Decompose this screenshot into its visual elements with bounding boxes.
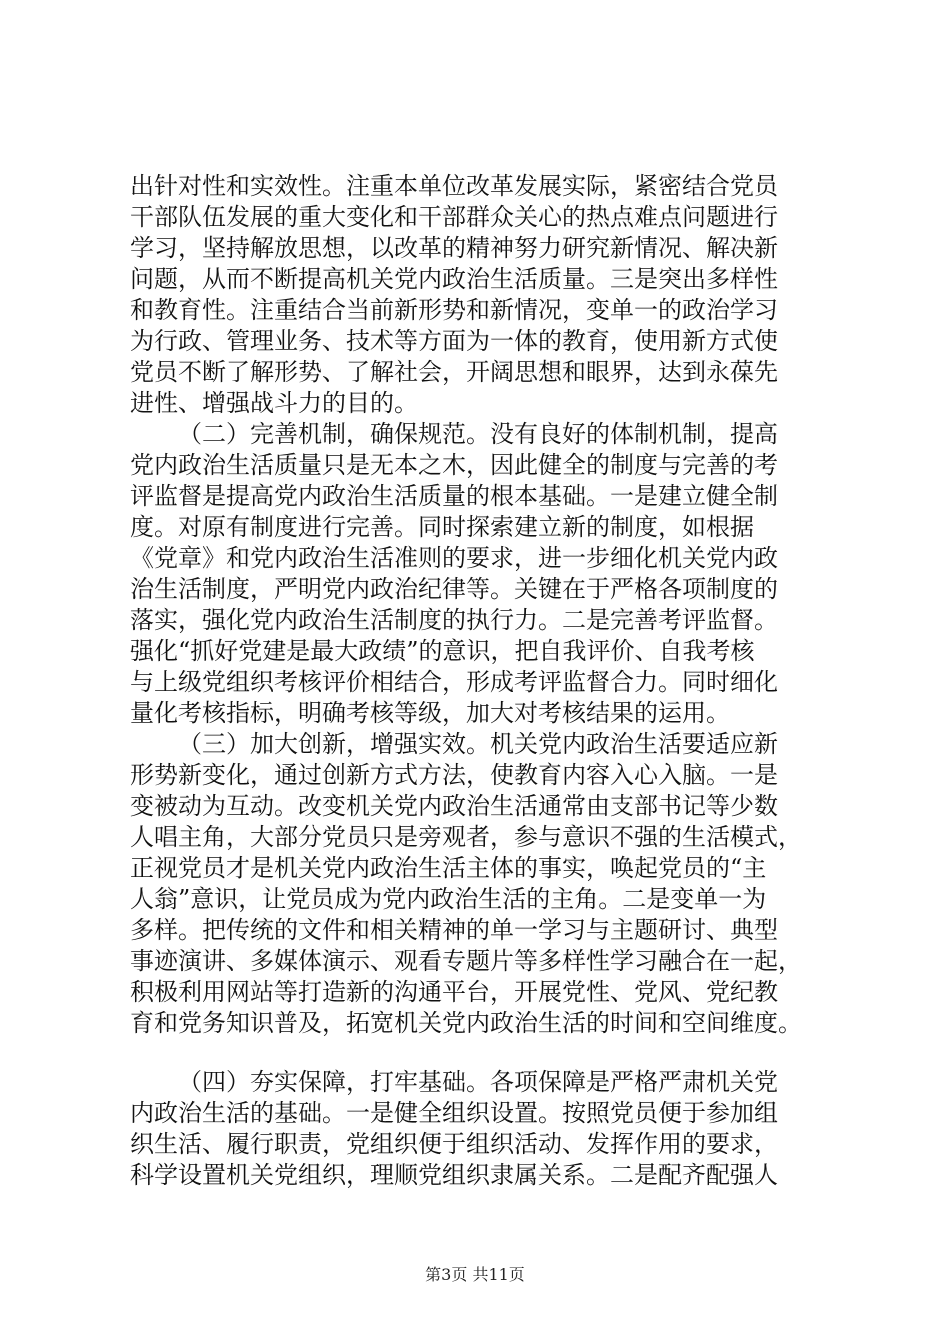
text-line: 问题，从而不断提高机关党内政治生活质量。三是突出多样性 — [130, 265, 778, 293]
text-line: 党员不断了解形势、了解社会，开阔思想和眼界，达到永葆先 — [130, 358, 778, 386]
text-line: 多样。把传统的文件和相关精神的单一学习与主题研讨、典型 — [130, 916, 778, 944]
text-line: 评监督是提高党内政治生活质量的根本基础。一是建立健全制 — [130, 482, 778, 510]
text-line: 学习，坚持解放思想，以改革的精神努力研究新情况、解决新 — [130, 234, 778, 262]
paragraph-gap — [130, 1039, 850, 1067]
section-heading-line: （三）加大创新，增强实效。机关党内政治生活要适应新 — [178, 730, 778, 758]
section-heading-line: （二）完善机制，确保规范。没有良好的体制机制，提高 — [178, 420, 778, 448]
section-heading-line: （四）夯实保障，打牢基础。各项保障是严格严肃机关党 — [178, 1068, 778, 1096]
text-line: 织生活、履行职责，党组织便于组织活动、发挥作用的要求， — [130, 1130, 778, 1158]
text-line: 强化“抓好党建是最大政绩”的意识，把自我评价、自我考核 — [130, 637, 755, 665]
text-line: 进性、增强战斗力的目的。 — [130, 389, 418, 417]
document-body — [130, 171, 850, 1191]
text-line: 干部队伍发展的重大变化和干部群众关心的热点难点问题进行 — [130, 203, 778, 231]
text-line: 与上级党组织考核评价相结合，形成考评监督合力。同时细化 — [130, 668, 778, 696]
text-line: 育和党务知识普及，拓宽机关党内政治生活的时间和空间维度。 — [130, 1009, 802, 1037]
text-line: 事迹演讲、多媒体演示、观看专题片等多样性学习融合在一起， — [130, 947, 802, 975]
text-line: 度。对原有制度进行完善。同时探索建立新的制度，如根据 — [130, 513, 754, 541]
text-line: 落实，强化党内政治生活制度的执行力。二是完善考评监督。 — [130, 606, 778, 634]
page-number-footer: 第3页 共11页 — [425, 1265, 525, 1284]
text-line: 《党章》和党内政治生活准则的要求，进一步细化机关党内政 — [130, 544, 778, 572]
text-line: 和教育性。注重结合当前新形势和新情况，变单一的政治学习 — [130, 296, 778, 324]
text-line: 治生活制度，严明党内政治纪律等。关键在于严格各项制度的 — [130, 575, 778, 603]
text-line: 正视党员才是机关党内政治生活主体的事实，唤起党员的“主 — [130, 854, 767, 882]
text-line: 党内政治生活质量只是无本之木，因此健全的制度与完善的考 — [130, 451, 778, 479]
text-line: 科学设置机关党组织，理顺党组织隶属关系。二是配齐配强人 — [130, 1161, 778, 1189]
text-line: 为行政、管理业务、技术等方面为一体的教育，使用新方式使 — [130, 327, 778, 355]
text-line: 量化考核指标，明确考核等级，加大对考核结果的运用。 — [130, 699, 730, 727]
text-line: 变被动为互动。改变机关党内政治生活通常由支部书记等少数 — [130, 792, 778, 820]
text-line: 内政治生活的基础。一是健全组织设置。按照党员便于参加组 — [130, 1099, 778, 1127]
text-line: 出针对性和实效性。注重本单位改革发展实际，紧密结合党员 — [130, 172, 778, 200]
text-line: 积极利用网站等打造新的沟通平台，开展党性、党风、党纪教 — [130, 978, 778, 1006]
text-line: 人翁”意识，让党员成为党内政治生活的主角。二是变单一为 — [130, 885, 767, 913]
text-line: 形势新变化，通过创新方式方法，使教育内容入心入脑。一是 — [130, 761, 778, 789]
text-line: 人唱主角，大部分党员只是旁观者，参与意识不强的生活模式， — [130, 823, 802, 851]
